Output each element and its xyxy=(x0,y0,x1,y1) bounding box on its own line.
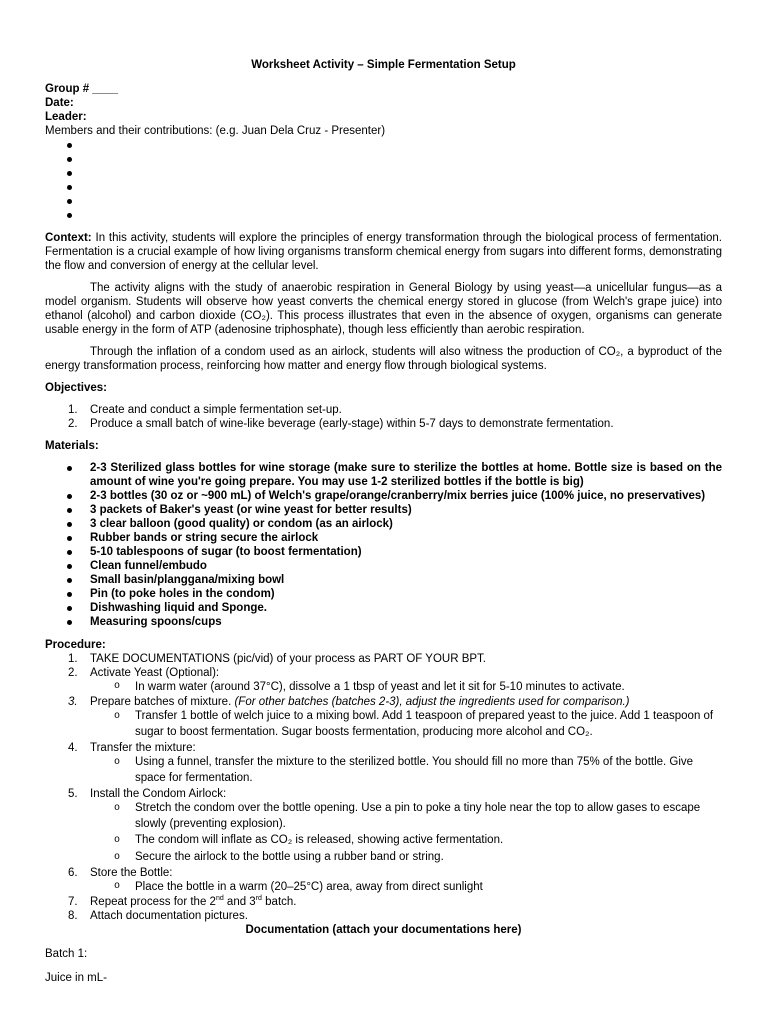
sub-step xyxy=(114,850,722,866)
step-sublist xyxy=(90,709,722,740)
sub-step-text: Using a funnel, transfer the mixture to the sterilized bottle. You should fill no more than 75% of the bottle. Give space for fermentation. xyxy=(135,756,694,784)
procedure-step xyxy=(68,741,722,786)
procedure-step xyxy=(68,666,722,694)
step-text: Activate Yeast (Optional): xyxy=(90,667,220,679)
objective-item xyxy=(68,417,722,431)
sub-step-text: Stretch the condom over the bottle opening. Use a pin to poke a tiny hole near the top to allow gases to escape slowly (preventing explosion). xyxy=(135,802,701,830)
step-number: 8. xyxy=(68,910,78,922)
objective-item xyxy=(68,403,722,417)
step-sublist xyxy=(90,755,722,786)
step-text: Attach documentation pictures. xyxy=(90,910,248,922)
step-text: and 3 xyxy=(223,896,256,908)
sub-bullet: o xyxy=(114,757,121,768)
step-text: Transfer the mixture: xyxy=(90,742,196,754)
context-paragraph-3: Through the inflation of a condom used as an airlock, students will also witness the production of CO₂, a byproduct of the energy transformation process, reinforcing how matter and energy flow through biological systems. xyxy=(45,346,722,372)
member-bullet xyxy=(67,152,722,166)
context-paragraph-1 xyxy=(45,231,722,273)
step-text: Prepare batches of mixture. xyxy=(90,696,235,708)
step-number: 2. xyxy=(68,667,78,679)
step-number: 7. xyxy=(68,896,78,908)
member-bullet xyxy=(67,208,722,222)
member-bullet xyxy=(67,180,722,194)
sub-step xyxy=(114,801,722,832)
objectives-list xyxy=(45,403,722,431)
objective-number: 1. xyxy=(68,404,78,416)
member-bullet xyxy=(67,138,722,152)
sub-step-text: Transfer 1 bottle of welch juice to a mixing bowl. Add 1 teaspoon of prepared yeast to the juice. Add 1 teaspoon of sugar to boost fermentation. Sugar boosts fermentation, producing more alcohol and CO₂. xyxy=(135,710,714,738)
juice-label: Juice in mL- xyxy=(45,972,107,984)
step-text: Install the Condom Airlock: xyxy=(90,788,227,800)
group-field: Group # ____ xyxy=(45,83,118,95)
step-number: 1. xyxy=(68,653,78,665)
objective-text: Create and conduct a simple fermentation set-up. xyxy=(90,404,342,416)
sub-step xyxy=(114,709,722,740)
procedure-step xyxy=(68,787,722,865)
page-title: Worksheet Activity – Simple Fermentation Setup xyxy=(251,59,516,71)
material-item: 3 packets of Baker's yeast (or wine yeast for better results) xyxy=(90,503,722,517)
sub-bullet: o xyxy=(114,851,121,863)
sub-bullet: o xyxy=(114,711,121,722)
documentation-heading: Documentation (attach your documentations here) xyxy=(245,924,522,936)
context-text-1: In this activity, students will explore the principles of energy transformation through the biological process of fermentation. Fermentation is a crucial example of how living organisms transform chemical energy from sugars into different forms, demonstrating the flow and conversion of energy at the cellular level. xyxy=(45,232,722,272)
step-number: 6. xyxy=(68,867,78,879)
header-block xyxy=(45,82,722,222)
sub-step-text: The condom will inflate as CO₂ is released, showing active fermentation. xyxy=(135,834,504,846)
material-item: Pin (to poke holes in the condom) xyxy=(90,587,722,601)
member-bullet xyxy=(67,194,722,208)
context-paragraph-2: The activity aligns with the study of anaerobic respiration in General Biology by using yeast—a unicellular fungus—as a model organism. Students will observe how yeast converts the chemical energy stored in glucose (from Welch's grape juice) into ethanol (alcohol) and carbon dioxide (CO₂). This process illustrates that even in the absence of oxygen, organisms can generate usable energy in the form of ATP (adenosine triphosphate), though less efficiently than aerobic respiration. xyxy=(45,282,722,336)
procedure-step xyxy=(68,695,722,740)
material-item: 2-3 Sterilized glass bottles for wine storage (make sure to sterilize the bottles at home. Bottle size is based on the amount of wine you're going prepare. You may use 1-2 sterilized bottles if the bottle is big) xyxy=(90,462,722,488)
step-text: Repeat process for the 2 xyxy=(90,896,216,908)
step-number: 3. xyxy=(68,696,78,708)
procedure-heading: Procedure: xyxy=(45,639,106,651)
sub-bullet: o xyxy=(114,681,121,692)
member-bullet xyxy=(67,166,722,180)
sub-step xyxy=(114,880,722,894)
sub-step xyxy=(114,833,722,849)
material-item: Dishwashing liquid and Sponge. xyxy=(90,601,722,615)
step-number: 4. xyxy=(68,742,78,754)
step-text: TAKE DOCUMENTATIONS (pic/vid) of your process as PART OF YOUR BPT. xyxy=(90,653,486,665)
step-text: Store the Bottle: xyxy=(90,867,173,879)
procedure-step xyxy=(68,909,722,923)
sub-bullet: o xyxy=(114,803,121,814)
step-sublist xyxy=(90,801,722,865)
material-item: 5-10 tablespoons of sugar (to boost fermentation) xyxy=(90,545,722,559)
materials-heading: Materials: xyxy=(45,440,99,452)
material-item: Clean funnel/embudo xyxy=(90,559,722,573)
sub-step xyxy=(114,755,722,786)
sub-bullet: o xyxy=(114,881,121,892)
procedure-step xyxy=(68,652,722,666)
procedure-list xyxy=(45,652,722,923)
step-text: batch. xyxy=(261,896,297,908)
objective-number: 2. xyxy=(68,418,78,430)
sub-step-text: In warm water (around 37°C), dissolve a 1 tbsp of yeast and let it sit for 5-10 minutes to activate. xyxy=(135,681,625,693)
ordinal-suffix: nd xyxy=(215,895,224,903)
sub-step-text: Place the bottle in a warm (20–25°C) area, away from direct sunlight xyxy=(135,881,483,893)
sub-bullet: o xyxy=(114,835,121,846)
sub-step xyxy=(114,680,722,694)
step-note: (For other batches (batches 2-3), adjust the ingredients used for comparison.) xyxy=(234,696,630,708)
material-item: 2-3 bottles (30 oz or ~900 mL) of Welch's grape/orange/cranberry/mix berries juice (100% juice, no preservatives) xyxy=(90,489,722,503)
materials-list xyxy=(45,461,722,629)
objectives-heading: Objectives: xyxy=(45,382,107,394)
ordinal-suffix: rd xyxy=(255,895,262,903)
sub-step-text: Secure the airlock to the bottle using a rubber band or string. xyxy=(135,850,444,863)
members-label: Members and their contributions: (e.g. Juan Dela Cruz - Presenter) xyxy=(45,125,386,137)
leader-field: Leader: xyxy=(45,111,87,123)
step-sublist xyxy=(90,680,722,694)
material-item: Small basin/planggana/mixing bowl xyxy=(90,573,722,587)
material-item: Measuring spoons/cups xyxy=(90,615,722,629)
objective-text: Produce a small batch of wine-like beverage (early-stage) within 5-7 days to demonstrate fermentation. xyxy=(90,418,614,430)
context-label: Context: xyxy=(45,232,92,244)
material-item: 3 clear balloon (good quality) or condom (as an airlock) xyxy=(90,517,722,531)
members-list xyxy=(45,138,722,222)
step-number: 5. xyxy=(68,788,78,800)
material-item: Rubber bands or string secure the airlock xyxy=(90,531,722,545)
step-sublist xyxy=(90,880,722,894)
procedure-step xyxy=(68,866,722,894)
date-field: Date: xyxy=(45,97,74,109)
batch-label: Batch 1: xyxy=(45,948,88,960)
procedure-step xyxy=(68,895,722,909)
